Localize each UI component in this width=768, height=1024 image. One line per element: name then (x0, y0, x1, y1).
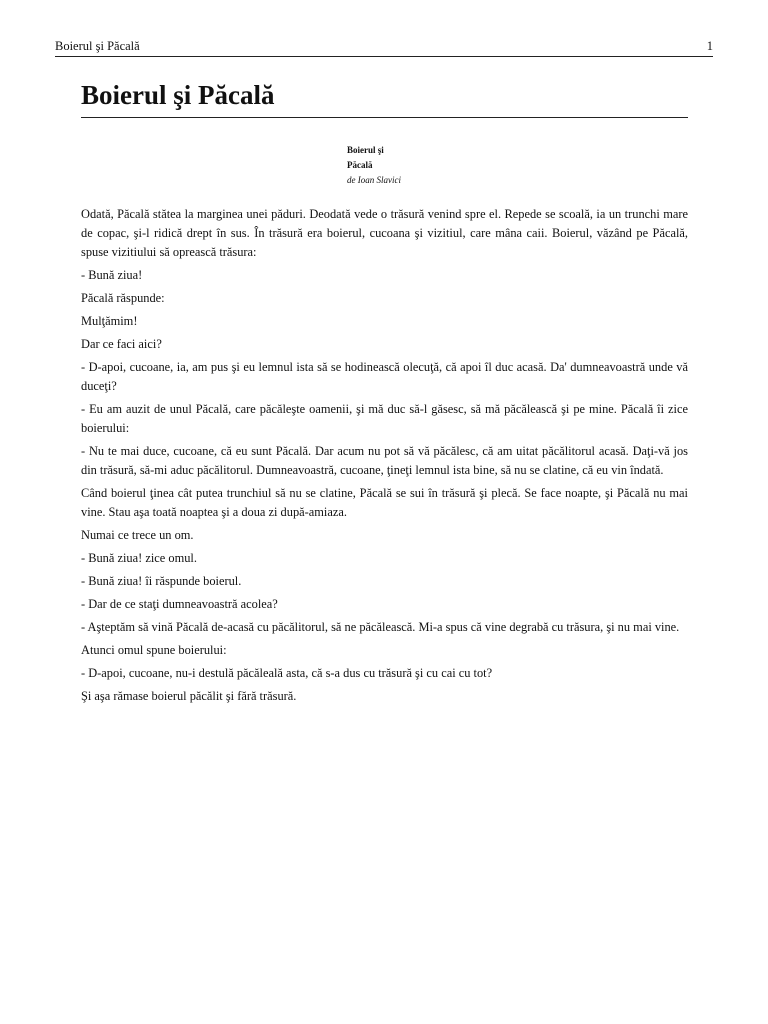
paragraph: Dar ce faci aici? (81, 337, 162, 351)
page-number: 1 (706, 39, 713, 53)
paragraph: - D-apoi, cucoane, nu-i destulă păcăleală asta, că s-a dus cu trăsură şi cu cai cu tot? (81, 666, 493, 680)
attribution-title-line-2: Păcală (347, 160, 373, 170)
paragraph: Când boierul ţinea cât putea trunchiul să nu se clatine, Păcală se sui în trăsură şi plecă. Se face noapte, şi Păcală nu mai vine. Stau aşa toată noaptea şi a doua zi după-amiaza. (81, 486, 688, 519)
paragraph: - D-apoi, cucoane, ia, am pus şi eu lemnul ista să se hodinească olecuţă, că apoi îl duc acasă. Da' dumneavoastră unde vă duceţi? (81, 360, 688, 393)
paragraph: - Bună ziua! (81, 268, 143, 282)
paragraph: - Bună ziua! îi răspunde boierul. (81, 574, 242, 588)
paragraph: Păcală răspunde: (81, 291, 165, 305)
attribution-block (347, 143, 401, 188)
paragraph: Odată, Păcală stătea la marginea unei păduri. Deodată vede o trăsură venind spre el. Repede se scoală, ia un trunchi mare de copac, şi-l ridică drept în sus. În trăsură era boierul, cucoana şi vizitiul, care mâna caii. Boierul, văzând pe Păcală, spuse vizitiului să oprească trăsura: (81, 207, 688, 259)
paragraph: - Bună ziua! zice omul. (81, 551, 197, 565)
attribution-author: de Ioan Slavici (347, 175, 401, 185)
paragraph: - Aşteptăm să vină Păcală de-acasă cu păcălitorul, să ne păcălească. Mi-a spus că vine degrabă cu trăsura, şi nu mai vine. (81, 620, 680, 634)
paragraph: Şi aşa rămase boierul păcălit şi fără trăsură. (81, 689, 297, 703)
running-header (55, 38, 713, 57)
running-header-title: Boierul şi Păcală (55, 39, 140, 53)
paragraph: Mulţămim! (81, 314, 138, 328)
paragraph: Atunci omul spune boierului: (81, 643, 227, 657)
paragraph: Numai ce trece un om. (81, 528, 194, 542)
story-body (81, 205, 688, 710)
attribution-title-line-1: Boierul şi (347, 145, 384, 155)
paragraph: - Eu am auzit de unul Păcală, care păcăleşte oamenii, şi mă duc să-l găsesc, să mă păcălească şi pe mine. Păcală îi zice boierului: (81, 402, 688, 435)
document-title: Boierul şi Păcală (81, 78, 688, 118)
paragraph: - Nu te mai duce, cucoane, că eu sunt Păcală. Dar acum nu pot să vă păcălesc, că am uitat păcălitorul acasă. Daţi-vă jos din trăsură, să-mi aduc păcălitorul. Dumneavoastră, cucoane, ţineţi lemnul ista bine, să nu se clatine, că eu vin îndată. (81, 444, 688, 477)
paragraph: - Dar de ce staţi dumneavoastră acolea? (81, 597, 278, 611)
